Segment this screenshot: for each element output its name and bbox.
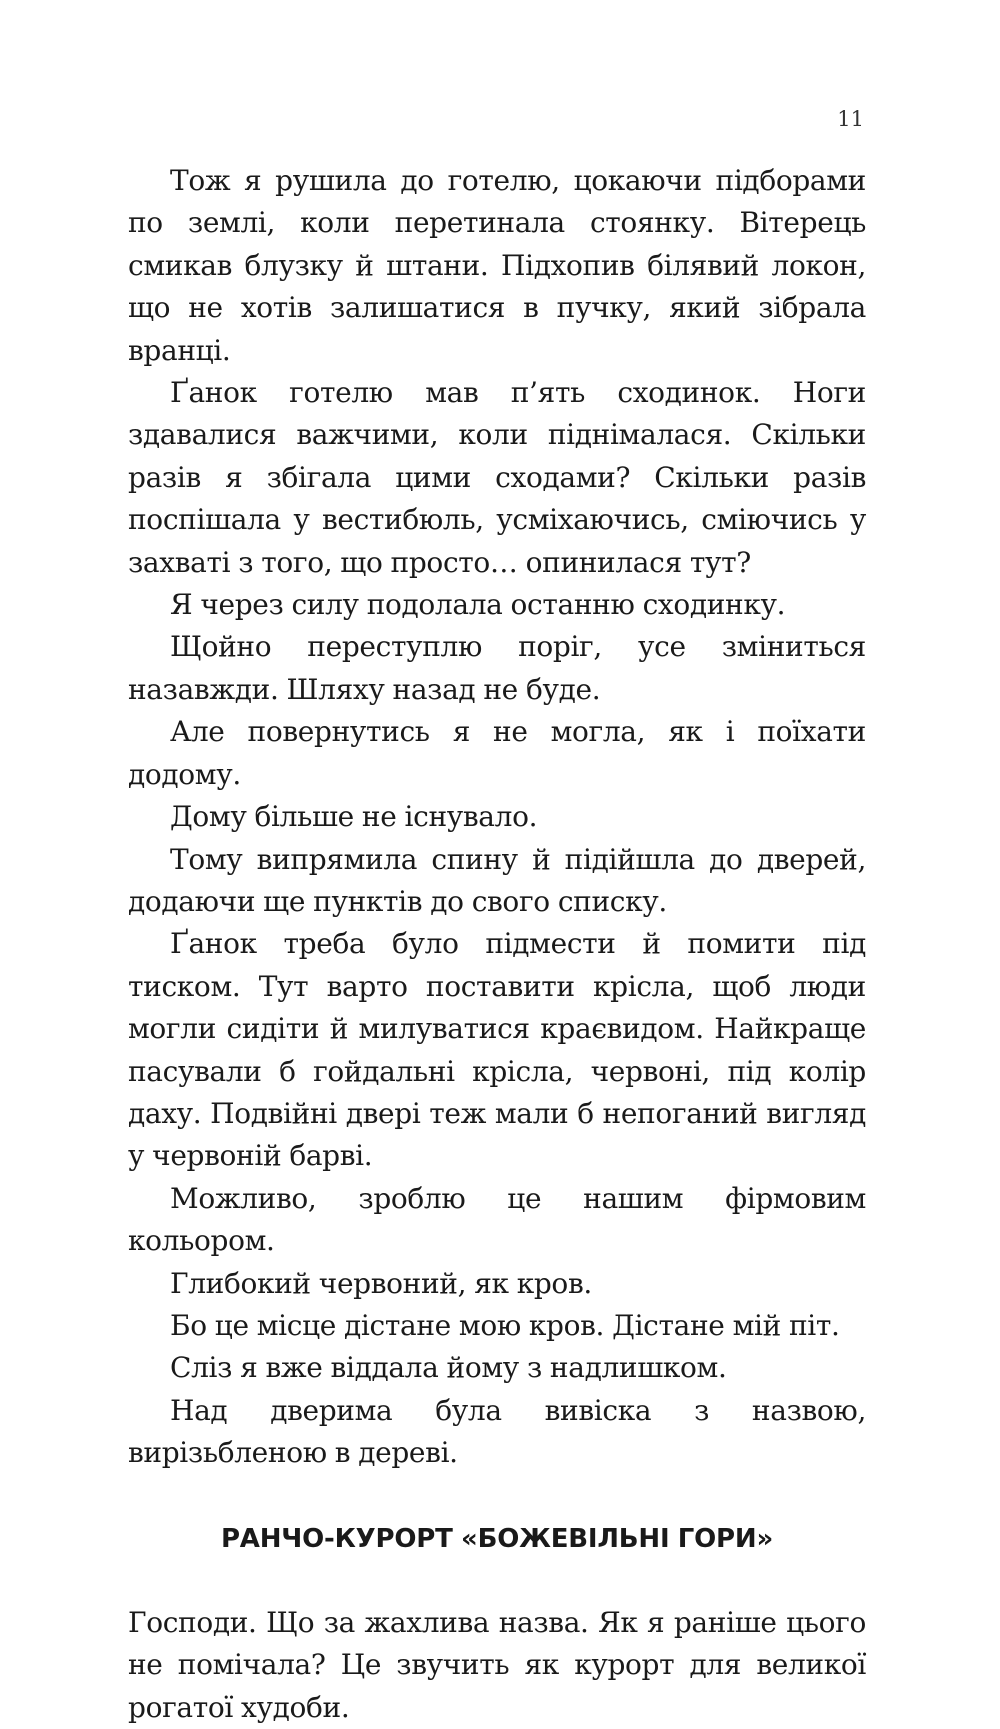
- paragraph: Я через силу подолала останню сходинку.: [170, 588, 786, 622]
- sign-heading: РАНЧО-КУРОРТ «БОЖЕВІЛЬНІ ГОРИ»: [220, 1523, 774, 1554]
- paragraph: Дому більше не існувало.: [170, 800, 538, 834]
- body-text: [128, 160, 866, 1729]
- paragraph: Тому випрямила спину й підійшла до дверей, додаючи ще пунктів до свого списку.: [128, 842, 866, 918]
- paragraph: Господи. Що за жахлива назва. Як я раніше цього не помічала? Це звучить як курорт для великої рогатої худоби.: [128, 1606, 866, 1724]
- paragraph: Ґанок треба було підмести й помити під тиском. Тут варто поставити крісла, щоб люди могли сидіти й милуватися краєвидом. Найкраще пасували б гойдальні крісла, червоні, під колір даху. Подвійні двері теж мали б непоганий вигляд у червоній барві.: [128, 927, 866, 1173]
- paragraph: Тож я рушила до готелю, цокаючи підборами по землі, коли перетинала стоянку. Вітерець смикав блузку й штани. Підхопив білявий локон, що не хотів залишатися в пучку, який зібрала вранці.: [128, 164, 866, 367]
- paragraph: Щойно переступлю поріг, усе зміниться назавжди. Шляху назад не буде.: [128, 630, 866, 706]
- paragraph: Глибокий червоний, як кров.: [170, 1266, 592, 1300]
- paragraph: Можливо, зроблю це нашим фірмовим кольором.: [128, 1181, 866, 1258]
- page-number: 11: [837, 107, 864, 131]
- paragraph: Ґанок готелю мав п’ять сходинок. Ноги здавалися важчими, коли піднімалася. Скільки разів я збігала цими сходами? Скільки разів поспішала у вестибюль, усміхаючись, сміючись у захваті з того, що просто… опинилася тут?: [128, 376, 866, 579]
- paragraph: Над дверима була вивіска з назвою, вирізьбленою в дереві.: [128, 1393, 866, 1470]
- paragraph: Бо це місце дістане мою кров. Дістане мій піт.: [170, 1308, 840, 1342]
- paragraph: Сліз я вже віддала йому з надлишком.: [170, 1351, 727, 1385]
- paragraph: Але повернутись я не могла, як і поїхати додому.: [128, 715, 866, 791]
